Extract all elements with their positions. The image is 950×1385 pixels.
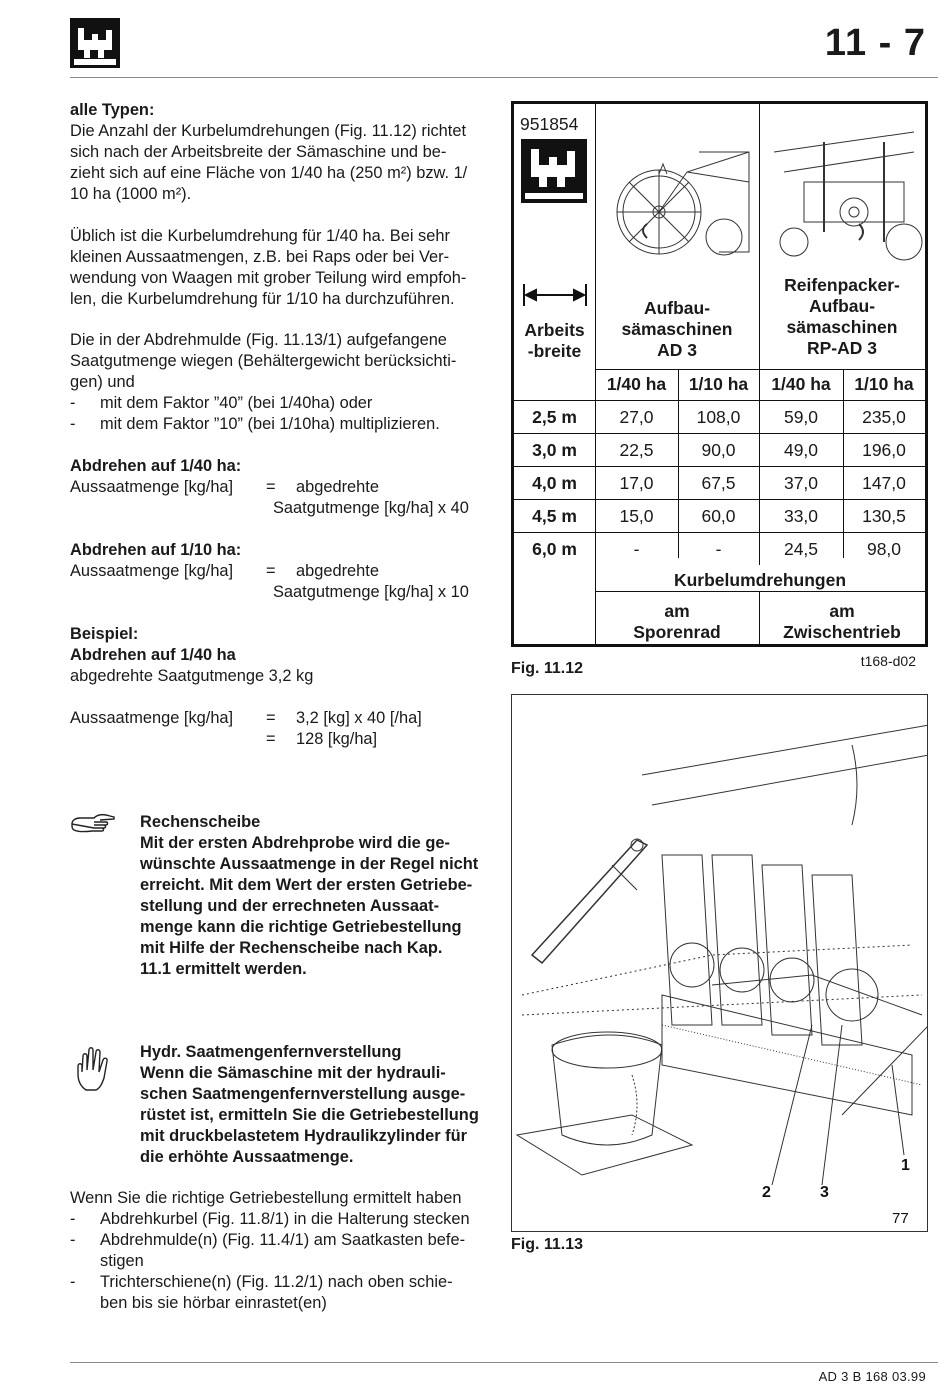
table-grid-line (843, 369, 844, 558)
note-line: mit Hilfe der Rechenscheibe nach Kap. (140, 939, 443, 957)
note-line: die erhöhte Aussaatmenge. (140, 1148, 354, 1166)
paragraph-2 (70, 226, 488, 310)
table-cell: 90,0 (701, 440, 736, 460)
table-grid-line (595, 591, 925, 592)
list-item: - mit dem Faktor ”10” (bei 1/10ha) multiplizieren. (70, 415, 440, 433)
calc-right: 128 [kg/ha] (296, 730, 378, 748)
paragraph-line: Wenn Sie die richtige Getriebestellung ermittelt haben (70, 1189, 462, 1207)
figure-caption: Fig. 11.12 (511, 660, 584, 677)
width-header: Arbeits -breite (524, 320, 585, 361)
col-header-ad3: Aufbau- sämaschinen AD 3 (621, 298, 733, 360)
final-steps (70, 1188, 488, 1314)
example-heading: Beispiel: (70, 625, 139, 643)
intermediate-drive-illustration (764, 112, 924, 272)
subheader: 1/40 ha (606, 374, 667, 394)
note-title: Rechenscheibe (140, 813, 261, 831)
table-footer-right: am Zwischentrieb (783, 601, 901, 642)
list-item: - Abdrehkurbel (Fig. 11.8/1) in die Halterung stecken (70, 1210, 470, 1228)
table-grid-line (514, 433, 925, 434)
row-width: 4,5 m (532, 506, 577, 526)
note-line: Wenn die Sämaschine mit der hydrauli- (140, 1064, 446, 1082)
paragraph-line: gen) und (70, 373, 135, 391)
paragraph-line: Die in der Abdrehmulde (Fig. 11.13/1) aufgefangene (70, 331, 447, 349)
formula-equals: = (266, 562, 276, 580)
list-item: - mit dem Faktor ”40” (bei 1/40ha) oder (70, 394, 373, 412)
note-title: Hydr. Saatmengenfernverstellung (140, 1043, 402, 1061)
amazone-logo (521, 139, 587, 203)
table-grid-line (514, 499, 925, 500)
table-cell: 37,0 (783, 473, 819, 493)
note-line: stellung und der errechneten Aussaat- (140, 897, 440, 915)
document-reference: AD 3 B 168 03.99 (818, 1369, 926, 1384)
formula-left: Aussaatmenge [kg/ha] (70, 562, 234, 580)
calibration-illustration (511, 694, 928, 1232)
formula-right: Saatgutmenge [kg/ha] x 10 (273, 583, 469, 601)
table-cell: 235,0 (862, 407, 906, 427)
paragraph-line: len, die Kurbelumdrehung für 1/10 ha durchzuführen. (70, 290, 455, 308)
table-grid-line (514, 400, 925, 401)
list-item: - Trichterschiene(n) (Fig. 11.2/1) nach oben schie- ben bis sie hörbar einrastet(en) (70, 1273, 453, 1312)
col-header-rpad3: Reifenpacker- Aufbau- sämaschinen RP-AD 3 (784, 275, 900, 358)
table-cell: - (715, 539, 722, 559)
table-cell: 33,0 (783, 506, 819, 526)
formula-right: Saatgutmenge [kg/ha] x 40 (273, 499, 469, 517)
table-cell: 108,0 (696, 407, 741, 427)
figure-caption: Fig. 11.13 (511, 1236, 584, 1253)
table-cell: 130,5 (862, 506, 906, 526)
table-cell: - (633, 539, 640, 559)
formula-heading: Abdrehen auf 1/10 ha: (70, 541, 242, 559)
callout-label: 1 (901, 1157, 910, 1174)
calc-right: 3,2 [kg] x 40 [/ha] (296, 709, 422, 727)
row-width: 2,5 m (532, 407, 577, 427)
note-line: mit druckbelastetem Hydraulikzylinder für (140, 1127, 467, 1145)
table-grid-line (514, 466, 925, 467)
table-grid-line (514, 532, 925, 533)
subheader: 1/40 ha (771, 374, 831, 394)
header-rule (70, 77, 938, 78)
table-cell: 49,0 (783, 440, 819, 460)
table-cell: 196,0 (862, 440, 906, 460)
row-width: 6,0 m (532, 539, 577, 559)
page-number: 11 - 7 (824, 22, 926, 64)
row-width: 3,0 m (532, 440, 577, 460)
table-cell: 15,0 (619, 506, 654, 526)
subheader: 1/10 ha (688, 374, 749, 394)
callout-label: 3 (820, 1184, 829, 1201)
row-width: 4,0 m (532, 473, 577, 493)
paragraph-line: wendung von Waagen mit grober Teilung wird empfoh- (70, 269, 467, 287)
figure-reference: t168-d02 (860, 653, 916, 669)
formula-right: abgedrehte (296, 478, 379, 496)
note-line: Mit der ersten Abdrehprobe wird die ge- (140, 834, 450, 852)
table-cell: 24,5 (783, 539, 819, 559)
paragraph-line: Die Anzahl der Kurbelumdrehungen (Fig. 11.12) richtet (70, 122, 467, 140)
note-line: schen Saatmengenfernverstellung ausge- (140, 1085, 466, 1103)
table-grid-line (595, 369, 925, 370)
footer-rule (70, 1362, 938, 1363)
note-line: menge kann die richtige Getriebestellung (140, 918, 462, 936)
note-hydraulic (70, 1042, 488, 1168)
section-heading: alle Typen: (70, 101, 155, 119)
table-cell: 147,0 (862, 473, 906, 493)
example-subheading: Abdrehen auf 1/40 ha (70, 646, 236, 664)
formula-1 (70, 456, 488, 519)
paragraph-3 (70, 330, 488, 435)
paragraph-line: 10 ha (1000 m²). (70, 185, 192, 203)
calculation (70, 708, 488, 750)
example-line: abgedrehte Saatgutmenge 3,2 kg (70, 667, 314, 685)
calc-equals: = (266, 709, 276, 727)
amazone-logo (70, 18, 120, 68)
table-cell: 17,0 (619, 473, 654, 493)
note-rechenscheibe (70, 812, 488, 980)
table-cell: 60,0 (701, 506, 736, 526)
warning-hand-icon (74, 1046, 118, 1092)
callout-label: 2 (762, 1184, 771, 1201)
pointing-hand-icon (70, 812, 116, 838)
note-line: 11.1 ermittelt werden. (140, 960, 307, 978)
formula-equals: = (266, 478, 276, 496)
table-cell: 59,0 (783, 407, 819, 427)
note-line: erreicht. Mit dem Wert der ersten Getriebe- (140, 876, 473, 894)
subheader: 1/10 ha (854, 374, 914, 394)
paragraph-line: Üblich ist die Kurbelumdrehung für 1/40 ha. Bei sehr (70, 227, 450, 245)
list-item: - Abdrehmulde(n) (Fig. 11.4/1) am Saatkasten befe- stigen (70, 1231, 466, 1270)
crank-rotation-table (511, 101, 928, 647)
table-cell: 98,0 (866, 539, 902, 559)
intro-section (70, 100, 488, 205)
table-cell: 67,5 (701, 473, 736, 493)
paragraph-line: kleinen Aussaatmengen, z.B. bei Raps oder bei Ver- (70, 248, 450, 266)
paragraph-line: Saatgutmenge wiegen (Behältergewicht berücksichti- (70, 352, 457, 370)
table-footer-title: Kurbelumdrehungen (673, 570, 847, 590)
figure-number: 77 (892, 1210, 909, 1227)
example (70, 624, 488, 687)
table-cell: 27,0 (619, 407, 654, 427)
table-cell: 22,5 (619, 440, 654, 460)
note-line: rüstet ist, ermitteln Sie die Getriebestellung (140, 1106, 479, 1124)
formula-heading: Abdrehen auf 1/40 ha: (70, 457, 242, 475)
table-grid-line (678, 369, 679, 558)
paragraph-line: zieht sich auf eine Fläche von 1/40 ha (250 m²) bzw. 1/ (70, 164, 468, 182)
formula-left: Aussaatmenge [kg/ha] (70, 478, 234, 496)
calc-equals: = (266, 730, 276, 748)
part-number: 951854 (520, 114, 579, 134)
table-footer-left: am Sporenrad (633, 601, 721, 642)
spur-wheel-illustration (599, 112, 757, 277)
width-arrow-icon (522, 282, 588, 308)
note-line: wünschte Aussaatmenge in der Regel nicht (140, 855, 479, 873)
calc-left: Aussaatmenge [kg/ha] (70, 709, 234, 727)
paragraph-line: sich nach der Arbeitsbreite der Sämaschine und be- (70, 143, 447, 161)
formula-right: abgedrehte (296, 562, 379, 580)
formula-2 (70, 540, 488, 603)
calibration-drawing (512, 695, 928, 1232)
